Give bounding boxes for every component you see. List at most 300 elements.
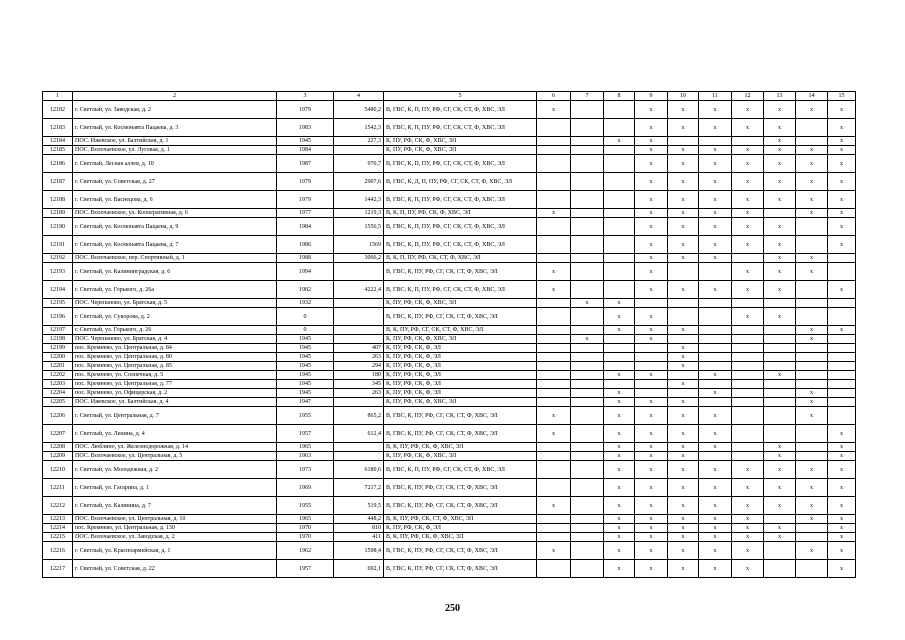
cell-utilities: В, К, ПУ, РФ, СГ, СК, СТ, Ф, ХВС, ЭЛ [384,326,537,335]
cell-col-15: x [828,497,856,515]
cell-col-15: x [828,146,856,155]
cell-row-number: 12201 [43,362,73,371]
cell-col-7 [571,560,604,578]
cell-area [334,335,384,344]
cell-col-15: x [828,515,856,524]
cell-col-15: x [828,443,856,452]
cell-col-10 [668,335,699,344]
cell-area: 407 [334,344,384,353]
cell-utilities: В, ГВС, К, П, ПУ, РФ, СГ, СК, СТ, Ф, ХВС, ЭЛ [384,191,537,209]
cell-year: 1962 [277,542,334,560]
header-cell-6: 6 [537,92,571,101]
cell-col-11: x [699,560,732,578]
cell-col-9 [635,362,668,371]
cell-col-12: x [732,533,764,542]
cell-col-13 [764,398,796,407]
cell-row-number: 12209 [43,452,73,461]
table-row [43,119,856,137]
cell-address: пос. Кремнево, ул. Центральная, д. 84 [73,344,277,353]
cell-area: 519,5 [334,497,384,515]
cell-address: г. Светлый, ул. Васнецова, д. 6 [73,191,277,209]
cell-year: 1945 [277,380,334,389]
cell-col-10: x [668,353,699,362]
header-cell-11: 11 [699,92,732,101]
cell-col-14 [796,281,828,299]
cell-col-6 [537,398,571,407]
cell-col-15: x [828,326,856,335]
table-row [43,218,856,236]
cell-col-7 [571,101,604,119]
cell-year: 1963 [277,452,334,461]
cell-col-14: x [796,191,828,209]
cell-col-8: x [604,524,635,533]
cell-col-15: x [828,101,856,119]
cell-col-10: x [668,524,699,533]
cell-col-11: x [699,101,732,119]
cell-col-7 [571,452,604,461]
cell-col-6 [537,524,571,533]
cell-address: пос. Кремнево, ул. Центральная, д. 85 [73,362,277,371]
cell-row-number: 12215 [43,533,73,542]
cell-row-number: 12189 [43,209,73,218]
cell-col-11: x [699,542,732,560]
header-cell-2: 2 [73,92,277,101]
cell-col-9: x [635,155,668,173]
cell-col-7 [571,263,604,281]
cell-col-14 [796,218,828,236]
cell-col-7 [571,461,604,479]
cell-col-14: x [796,542,828,560]
cell-col-12 [732,425,764,443]
cell-area [334,146,384,155]
table-row [43,155,856,173]
cell-col-7 [571,209,604,218]
cell-address: ПОС. Волочаевское, ул. Кооперативная, д. 6 [73,209,277,218]
cell-col-14 [796,443,828,452]
cell-col-13: x [764,254,796,263]
cell-year: 1945 [277,344,334,353]
cell-col-8 [604,344,635,353]
cell-utilities: В, ГВС, К, ПУ, РФ, СГ, СК, СТ, Ф, ХВС, ЭЛ [384,560,537,578]
cell-col-7: x [571,335,604,344]
cell-col-13: x [764,191,796,209]
cell-col-14 [796,308,828,326]
cell-area: 2907,6 [334,173,384,191]
cell-col-12 [732,299,764,308]
cell-row-number: 12202 [43,371,73,380]
table-row [43,515,856,524]
cell-col-14: x [796,209,828,218]
cell-col-13 [764,335,796,344]
cell-col-14: x [796,263,828,281]
cell-col-14 [796,344,828,353]
cell-area [334,263,384,281]
table-row [43,497,856,515]
cell-col-9: x [635,452,668,461]
cell-address: ПОС. Волочаевское, ул. Центральная, д. 5 [73,452,277,461]
cell-col-12 [732,326,764,335]
cell-utilities: В, ГВС, К, ПУ, РФ, СГ, СК, СТ, Ф, ХВС, ЭЛ [384,497,537,515]
cell-year: 1982 [277,281,334,299]
cell-utilities: К, ПУ, РФ, СК, Ф, ХВС, ЭЛ [384,137,537,146]
cell-col-11 [699,353,732,362]
cell-col-7 [571,344,604,353]
cell-col-7 [571,524,604,533]
cell-row-number: 12205 [43,398,73,407]
cell-area: 411 [334,533,384,542]
cell-col-10: x [668,155,699,173]
cell-col-10: x [668,146,699,155]
cell-col-10: x [668,479,699,497]
cell-col-11 [699,263,732,281]
cell-col-8: x [604,479,635,497]
cell-col-9: x [635,443,668,452]
header-cell-5: 5 [384,92,537,101]
cell-col-9: x [635,335,668,344]
cell-row-number: 12186 [43,155,73,173]
cell-col-6 [537,560,571,578]
cell-col-7: x [571,299,604,308]
cell-col-7 [571,236,604,254]
cell-col-6 [537,119,571,137]
cell-col-6 [537,443,571,452]
cell-col-15: x [828,479,856,497]
cell-address: г. Светлый, ул. Центральная, д. 7 [73,407,277,425]
cell-col-13: x [764,479,796,497]
cell-col-11: x [699,479,732,497]
cell-year: 1945 [277,137,334,146]
cell-row-number: 12206 [43,407,73,425]
cell-year: 1957 [277,425,334,443]
cell-utilities: К, ПУ, РФ, СК, Ф, ЭЛ [384,371,537,380]
cell-col-12: x [732,497,764,515]
cell-row-number: 12198 [43,335,73,344]
cell-col-12: x [732,461,764,479]
table-row [43,533,856,542]
cell-row-number: 12190 [43,218,73,236]
table-row [43,281,856,299]
cell-year: 1970 [277,533,334,542]
cell-address: г. Светлый, ул. Заводская, д. 2 [73,101,277,119]
cell-col-10 [668,137,699,146]
cell-area [334,326,384,335]
cell-col-15 [828,254,856,263]
cell-col-9 [635,389,668,398]
cell-utilities: В, ГВС, К, ПУ, РФ, СГ, СК, СТ, Ф, ХВС, ЭЛ [384,479,537,497]
page-number: 250 [445,603,460,614]
cell-col-9: x [635,326,668,335]
cell-col-15 [828,308,856,326]
cell-col-14: x [796,173,828,191]
cell-col-6 [537,218,571,236]
cell-col-10 [668,389,699,398]
cell-utilities: К, ПУ, РФ, СК, Ф, ЭЛ [384,362,537,371]
cell-utilities: В, К, ПУ, РФ, СК, Ф, ХВС, ЭЛ [384,533,537,542]
table-row [43,560,856,578]
cell-col-7 [571,425,604,443]
table-row [43,452,856,461]
cell-col-11: x [699,533,732,542]
cell-utilities: В, ГВС, К, ПУ, РФ, СГ, СК, СТ, Ф, ХВС, ЭЛ [384,263,537,281]
cell-col-11: x [699,209,732,218]
cell-col-8 [604,101,635,119]
cell-year: 1979 [277,173,334,191]
cell-col-10: x [668,362,699,371]
cell-col-8: x [604,326,635,335]
cell-col-11 [699,299,732,308]
cell-col-10: x [668,425,699,443]
cell-year: 1979 [277,101,334,119]
cell-col-12: x [732,560,764,578]
cell-row-number: 12183 [43,119,73,137]
cell-col-13 [764,515,796,524]
cell-col-13: x [764,308,796,326]
cell-row-number: 12194 [43,281,73,299]
cell-col-13: x [764,497,796,515]
cell-area: 1219,3 [334,209,384,218]
cell-area: 263 [334,353,384,362]
cell-col-8 [604,263,635,281]
table-row [43,461,856,479]
cell-col-11: x [699,371,732,380]
cell-col-6: x [537,101,571,119]
cell-col-11 [699,452,732,461]
table-row [43,308,856,326]
cell-address: г. Светлый, ул. Калинина, д. 7 [73,497,277,515]
cell-year: 1965 [277,443,334,452]
cell-year: 1969 [277,479,334,497]
cell-col-13 [764,326,796,335]
cell-col-13: x [764,155,796,173]
cell-col-15: x [828,236,856,254]
cell-year: 1979 [277,191,334,209]
header-cell-7: 7 [571,92,604,101]
cell-year: 1945 [277,371,334,380]
cell-col-14 [796,560,828,578]
cell-col-6 [537,299,571,308]
cell-col-11 [699,398,732,407]
cell-col-8 [604,335,635,344]
cell-col-11 [699,344,732,353]
cell-col-11: x [699,389,732,398]
cell-address: ПОС. Волочаевское, ул. Луговая, д. 1 [73,146,277,155]
cell-col-9: x [635,263,668,281]
header-cell-1: 1 [43,92,73,101]
cell-col-10: x [668,380,699,389]
cell-col-7 [571,380,604,389]
cell-col-8: x [604,515,635,524]
cell-area: 448,2 [334,515,384,524]
cell-col-8: x [604,533,635,542]
cell-area [334,299,384,308]
cell-col-10: x [668,254,699,263]
cell-col-12: x [732,515,764,524]
table-row [43,344,856,353]
cell-col-15: x [828,524,856,533]
table-row [43,101,856,119]
cell-col-7 [571,389,604,398]
cell-col-9: x [635,479,668,497]
cell-col-11: x [699,173,732,191]
cell-address: г. Светлый, ул. Горького, д. 26 [73,326,277,335]
cell-col-13 [764,344,796,353]
cell-address: пос. Кремнево, ул. Офицерская, д. 2 [73,389,277,398]
cell-col-11 [699,380,732,389]
table-row [43,362,856,371]
cell-col-6 [537,479,571,497]
header-cell-8: 8 [604,92,635,101]
cell-col-15: x [828,560,856,578]
cell-col-14: x [796,479,828,497]
cell-col-11: x [699,425,732,443]
cell-col-15 [828,407,856,425]
cell-col-12: x [732,479,764,497]
cell-address: г. Светлый, ул. Суворова, д. 2 [73,308,277,326]
cell-col-12: x [732,209,764,218]
cell-address: г. Светлый, ул. Ленина, д. 4 [73,425,277,443]
cell-col-13 [764,425,796,443]
cell-year: 1945 [277,362,334,371]
cell-col-8: x [604,137,635,146]
cell-area: 1542,3 [334,119,384,137]
cell-col-8: x [604,371,635,380]
cell-year: 1984 [277,218,334,236]
cell-col-9: x [635,371,668,380]
cell-col-10: x [668,497,699,515]
cell-col-13: x [764,218,796,236]
cell-col-10: x [668,542,699,560]
cell-row-number: 12196 [43,308,73,326]
cell-row-number: 12212 [43,497,73,515]
cell-address: г. Светлый, Лесная аллея, д. 10 [73,155,277,173]
cell-col-8 [604,155,635,173]
cell-utilities: В, ГВС, К, ПУ, РФ, СГ, СК, СТ, Ф, ХВС, ЭЛ [384,308,537,326]
cell-col-6: x [537,497,571,515]
cell-address: пос. Кремнево, ул. Центральная, д. 77 [73,380,277,389]
cell-year: 1970 [277,524,334,533]
cell-col-11: x [699,524,732,533]
cell-col-14 [796,362,828,371]
cell-col-15 [828,335,856,344]
cell-row-number: 12217 [43,560,73,578]
cell-col-6 [537,335,571,344]
cell-row-number: 12188 [43,191,73,209]
cell-col-13 [764,353,796,362]
cell-utilities: К, ПУ, РФ, СК, Ф, ЭЛ [384,353,537,362]
cell-utilities: В, ГВС, К, П, ПУ, РФ, СГ, СК, СТ, Ф, ХВС, ЭЛ [384,101,537,119]
cell-col-12: x [732,146,764,155]
cell-col-14 [796,353,828,362]
cell-col-12 [732,398,764,407]
cell-col-15: x [828,461,856,479]
cell-col-8: x [604,299,635,308]
cell-col-8: x [604,308,635,326]
header-row [43,92,856,101]
cell-col-13: x [764,533,796,542]
cell-col-15: x [828,191,856,209]
cell-col-15: x [828,533,856,542]
cell-col-12 [732,389,764,398]
cell-col-15: x [828,209,856,218]
cell-col-12: x [732,101,764,119]
cell-utilities: К, ПУ, РФ, СК, Ф, ЭЛ [384,389,537,398]
cell-col-13 [764,542,796,560]
cell-col-10 [668,263,699,281]
cell-row-number: 12199 [43,344,73,353]
cell-col-10 [668,308,699,326]
cell-year: 0 [277,308,334,326]
cell-col-10: x [668,344,699,353]
cell-col-11: x [699,515,732,524]
cell-col-12 [732,371,764,380]
cell-year: 1983 [277,119,334,137]
cell-year: 1945 [277,389,334,398]
cell-address: ПОС. Люблино, ул. Железнодорожная, д. 14 [73,443,277,452]
cell-col-10: x [668,560,699,578]
cell-col-13: x [764,371,796,380]
cell-col-11: x [699,218,732,236]
cell-col-14 [796,236,828,254]
cell-col-12: x [732,155,764,173]
cell-utilities: В, К, ПУ, РФ, СК, Ф, ХВС, ЭЛ [384,443,537,452]
cell-col-10: x [668,515,699,524]
cell-col-9 [635,344,668,353]
cell-col-12 [732,380,764,389]
cell-col-11: x [699,281,732,299]
cell-col-13: x [764,173,796,191]
cell-col-12 [732,254,764,263]
cell-col-15 [828,362,856,371]
cell-address: г. Светлый, ул. Советская, д. 27 [73,173,277,191]
cell-col-9 [635,353,668,362]
cell-row-number: 12210 [43,461,73,479]
cell-area: 4222,4 [334,281,384,299]
cell-year: 1947 [277,398,334,407]
cell-col-8 [604,254,635,263]
cell-col-8: x [604,542,635,560]
header-cell-10: 10 [668,92,699,101]
cell-address: ПОС. Волочаевское, пер. Спортивный, д. 1 [73,254,277,263]
cell-area: 692,1 [334,560,384,578]
cell-col-7 [571,542,604,560]
cell-col-12 [732,344,764,353]
cell-col-11 [699,308,732,326]
cell-col-8 [604,353,635,362]
cell-col-10: x [668,461,699,479]
table-row [43,479,856,497]
cell-col-11: x [699,236,732,254]
cell-year: 1945 [277,335,334,344]
cell-utilities: К, ПУ, РФ, СК, Ф, ЭЛ [384,344,537,353]
cell-address: пос. Кремнево, ул. Центральная, д. 80 [73,353,277,362]
cell-col-12 [732,452,764,461]
cell-col-9: x [635,137,668,146]
cell-col-15: x [828,281,856,299]
cell-col-12: x [732,542,764,560]
cell-col-15 [828,344,856,353]
cell-col-13 [764,407,796,425]
cell-row-number: 12216 [43,542,73,560]
cell-address: ПОС. Черепаново, ул. Братская, д. 5 [73,299,277,308]
cell-utilities: В, ГВС, К, П, ПУ, РФ, СГ, СК, СТ, Ф, ХВС, ЭЛ [384,119,537,137]
cell-col-14: x [796,398,828,407]
cell-col-14: x [796,515,828,524]
table-row [43,299,856,308]
cell-col-15: x [828,218,856,236]
cell-address: пос. Кремнево, ул. Центральная, д. 130 [73,524,277,533]
cell-row-number: 12184 [43,137,73,146]
cell-col-7 [571,254,604,263]
